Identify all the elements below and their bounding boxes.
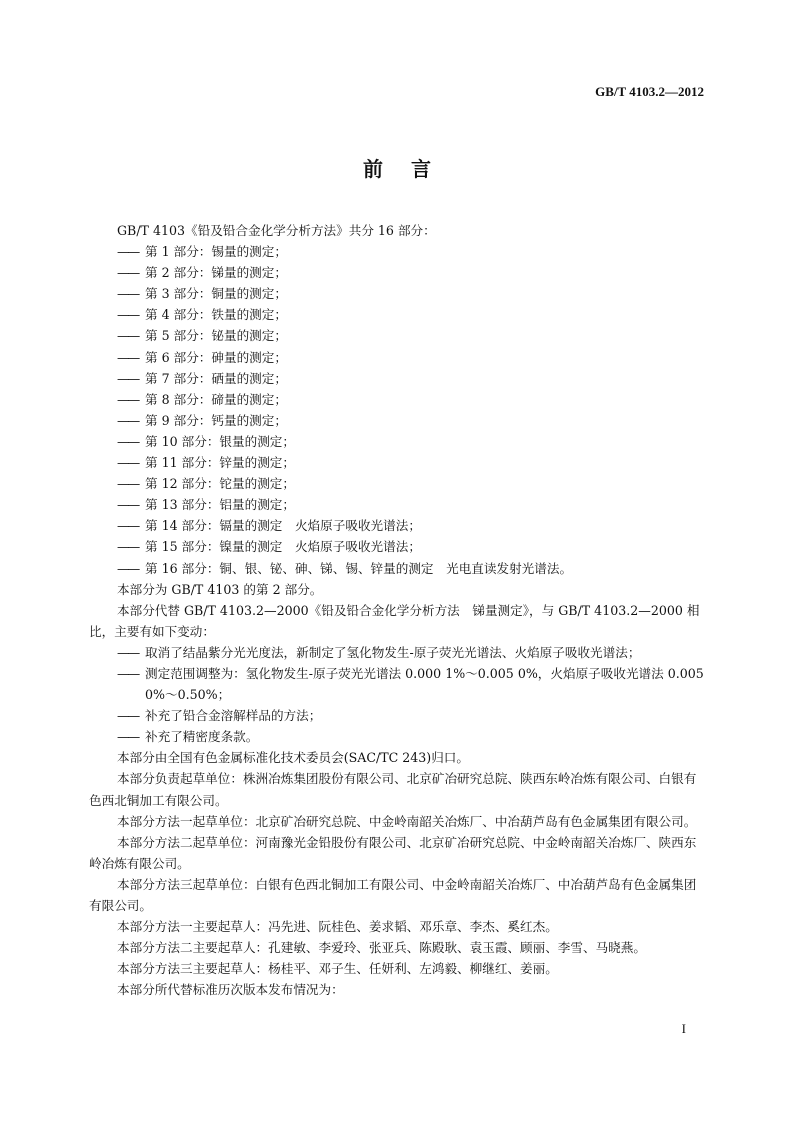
- part-text: 第 9 部分：钙量的测定；: [145, 412, 287, 428]
- part-text: 第 2 部分：锑量的测定；: [145, 265, 287, 281]
- list-item: [89, 431, 705, 452]
- list-item: [89, 663, 705, 705]
- list-item: [89, 642, 705, 663]
- list-item: [89, 536, 705, 557]
- part-text: 第 5 部分：铋量的测定；: [145, 328, 287, 344]
- list-item: [89, 452, 705, 473]
- list-item: [89, 325, 705, 346]
- dash-mark: ——: [117, 476, 139, 492]
- list-item: [89, 262, 705, 283]
- dash-mark: ——: [117, 412, 139, 428]
- foreword-body: [89, 220, 705, 1000]
- list-item: [89, 558, 705, 579]
- dash-mark: ——: [117, 244, 139, 260]
- changes-list: [89, 642, 705, 747]
- list-item: [89, 241, 705, 262]
- dash-mark: ——: [117, 497, 139, 513]
- method1-drafters-paragraph: 本部分方法一主要起草人：冯先进、阮桂色、姜求韬、邓乐章、李杰、奚红杰。: [117, 919, 558, 935]
- dash-mark: ——: [117, 328, 139, 344]
- part-text: 第 6 部分：砷量的测定；: [145, 349, 287, 365]
- method2-units-paragraph: 本部分方法二起草单位：河南豫光金铅股份有限公司、北京矿冶研究总院、中金岭南韶关冶炼厂、陕西东岭冶炼有限公司。: [89, 834, 697, 871]
- tc-paragraph: 本部分由全国有色金属标准化技术委员会(SAC/TC 243)归口。: [117, 750, 469, 766]
- dash-mark: ——: [117, 433, 139, 449]
- part-text: 第 16 部分：铜、银、铋、砷、锑、锡、锌量的测定 光电直读发射光谱法。: [145, 560, 573, 576]
- list-item: [89, 705, 705, 726]
- change-text: 取消了结晶紫分光光度法，新制定了氢化物发生-原子荧光光谱法、火焰原子吸收光谱法；: [145, 644, 641, 660]
- parts-list: [89, 241, 705, 579]
- list-item: [89, 368, 705, 389]
- dash-mark: ——: [117, 349, 139, 365]
- drafting-units-paragraph: 本部分负责起草单位：株洲冶炼集团股份有限公司、北京矿冶研究总院、陕西东岭冶炼有限公司、白银有色西北铜加工有限公司。: [89, 771, 697, 808]
- change-text: 补充了铅合金溶解样品的方法；: [145, 708, 322, 724]
- dash-mark: ——: [117, 708, 139, 724]
- dash-mark: ——: [117, 665, 139, 681]
- part-text: 第 11 部分：锌量的测定；: [145, 455, 295, 471]
- part-text: 第 10 部分：银量的测定；: [145, 433, 295, 449]
- list-item: [89, 283, 705, 304]
- method2-drafters-paragraph: 本部分方法二主要起草人：孔建敏、李爱玲、张亚兵、陈殿耿、袁玉霞、顾丽、李雪、马晓燕。: [117, 940, 646, 956]
- part-text: 第 7 部分：硒量的测定；: [145, 370, 287, 386]
- list-item: [89, 347, 705, 368]
- part-text: 第 12 部分：铊量的测定；: [145, 476, 295, 492]
- dash-mark: ——: [117, 644, 139, 660]
- dash-mark: ——: [117, 370, 139, 386]
- method3-units-paragraph: 本部分方法三起草单位：白银有色西北铜加工有限公司、中金岭南韶关冶炼厂、中冶葫芦岛有色金属集团有限公司。: [89, 876, 697, 913]
- list-item: [89, 494, 705, 515]
- replaces-paragraph: 本部分代替 GB/T 4103.2—2000《铅及铅合金化学分析方法 锑量测定》，与 GB/T 4103.2—2000 相比，主要有如下变动：: [89, 602, 700, 639]
- dash-mark: ——: [117, 265, 139, 281]
- dash-mark: ——: [117, 560, 139, 576]
- list-item: [89, 410, 705, 431]
- method1-units-paragraph: 本部分方法一起草单位：北京矿冶研究总院、中金岭南韶关冶炼厂、中冶葫芦岛有色金属集团有限公司。: [117, 813, 697, 829]
- dash-mark: ——: [117, 539, 139, 555]
- dash-mark: ——: [117, 518, 139, 534]
- intro-paragraph: GB/T 4103《铅及铅合金化学分析方法》共分 16 部分：: [117, 223, 436, 238]
- part-text: 第 15 部分：镍量的测定 火焰原子吸收光谱法；: [145, 539, 421, 555]
- part-text: 第 14 部分：镉量的测定 火焰原子吸收光谱法；: [145, 518, 421, 534]
- part-text: 第 3 部分：铜量的测定；: [145, 286, 287, 302]
- dash-mark: ——: [117, 391, 139, 407]
- dash-mark: ——: [117, 286, 139, 302]
- change-text: 补充了精密度条款。: [145, 729, 259, 745]
- list-item: [89, 304, 705, 325]
- list-item: [89, 473, 705, 494]
- part-text: 第 1 部分：锡量的测定；: [145, 244, 287, 260]
- part-text: 第 8 部分：碲量的测定；: [145, 391, 287, 407]
- list-item: [89, 389, 705, 410]
- dash-mark: ——: [117, 307, 139, 323]
- dash-mark: ——: [117, 455, 139, 471]
- page-number: I: [681, 1021, 686, 1036]
- page-title: 前言: [363, 157, 459, 181]
- change-text: 测定范围调整为：氢化物发生-原子荧光光谱法 0.000 1%～0.005 0%，火焰原子吸收光谱法 0.005 0%～0.50%；: [145, 665, 704, 703]
- dash-mark: ——: [117, 729, 139, 745]
- this-part-paragraph: 本部分为 GB/T 4103 的第 2 部分。: [117, 581, 323, 597]
- list-item: [89, 726, 705, 747]
- part-text: 第 13 部分：铝量的测定；: [145, 497, 295, 513]
- part-text: 第 4 部分：铁量的测定；: [145, 307, 287, 323]
- list-item: [89, 515, 705, 536]
- standard-code: GB/T 4103.2—2012: [595, 84, 704, 99]
- history-paragraph: 本部分所代替标准历次版本发布情况为：: [117, 982, 344, 998]
- method3-drafters-paragraph: 本部分方法三主要起草人：杨桂平、邓子生、任妍利、左鸿毅、柳继红、姜丽。: [117, 961, 558, 977]
